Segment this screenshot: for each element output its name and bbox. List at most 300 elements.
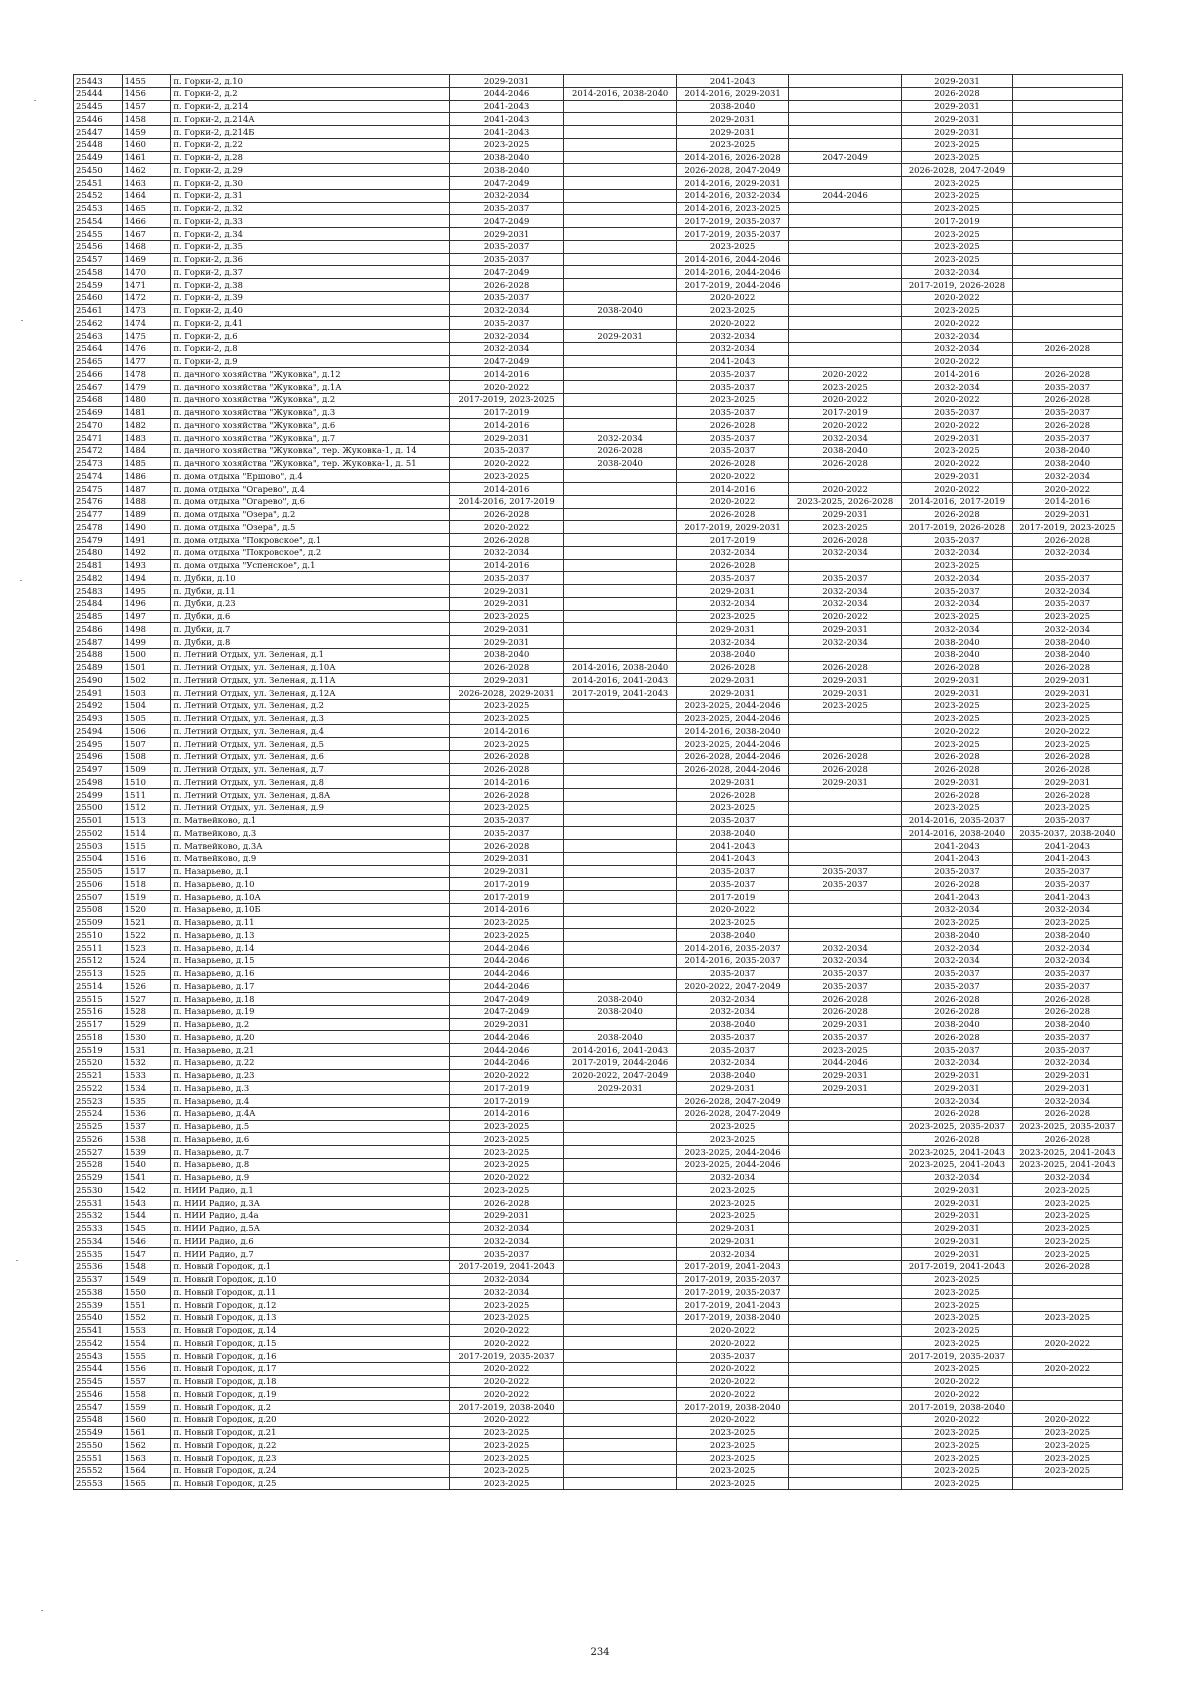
- year-range-cell: 2014-2016: [902, 368, 1012, 381]
- year-range-cell: 2026-2028: [1012, 789, 1122, 802]
- year-range-cell: [1012, 355, 1122, 368]
- address-cell: п. Летний Отдых, ул. Зеленая, д.10А: [171, 661, 450, 674]
- row-index-cell: 25472: [74, 444, 123, 457]
- row-index-cell: 25468: [74, 393, 123, 406]
- year-range-cell: 2026-2028, 2047-2049: [677, 1095, 788, 1108]
- year-range-cell: 2032-2034: [902, 623, 1012, 636]
- year-range-cell: 2023-2025: [902, 699, 1012, 712]
- address-cell: п. дачного хозяйства "Жуковка", д.12: [171, 368, 450, 381]
- year-range-cell: 2032-2034: [1012, 1095, 1122, 1108]
- year-range-cell: 2038-2040: [1012, 636, 1122, 649]
- table-row: [74, 406, 1123, 419]
- year-range-cell: 2026-2028: [677, 789, 788, 802]
- object-number-cell: 1518: [122, 878, 171, 891]
- year-range-cell: 2020-2022: [1012, 1337, 1122, 1350]
- table-row: [74, 1273, 1123, 1286]
- year-range-cell: 2032-2034: [450, 342, 564, 355]
- table-row: [74, 852, 1123, 865]
- object-number-cell: 1463: [122, 177, 171, 190]
- table-row: [74, 1120, 1123, 1133]
- address-cell: п. Летний Отдых, ул. Зеленая, д.3: [171, 712, 450, 725]
- year-range-cell: 2029-2031: [677, 1082, 788, 1095]
- year-range-cell: 2017-2019: [902, 215, 1012, 228]
- address-cell: п. Новый Городок, д.20: [171, 1413, 450, 1426]
- year-range-cell: 2044-2046: [450, 967, 564, 980]
- year-range-cell: 2023-2025: [677, 304, 788, 317]
- row-index-cell: 25454: [74, 215, 123, 228]
- year-range-cell: 2014-2016, 2041-2043: [563, 674, 677, 687]
- year-range-cell: 2017-2019, 2023-2025: [450, 393, 564, 406]
- year-range-cell: 2038-2040: [677, 1069, 788, 1082]
- year-range-cell: 2041-2043: [1012, 840, 1122, 853]
- year-range-cell: 2023-2025: [902, 712, 1012, 725]
- object-number-cell: 1465: [122, 202, 171, 215]
- address-cell: п. Назарьево, д.10А: [171, 891, 450, 904]
- year-range-cell: 2020-2022: [902, 725, 1012, 738]
- year-range-cell: 2020-2022: [1012, 483, 1122, 496]
- year-range-cell: 2032-2034: [902, 381, 1012, 394]
- year-range-cell: 2047-2049: [450, 177, 564, 190]
- year-range-cell: 2023-2025: [450, 699, 564, 712]
- year-range-cell: 2020-2022: [788, 393, 902, 406]
- object-number-cell: 1488: [122, 495, 171, 508]
- address-cell: п. Летний Отдых, ул. Зеленая, д.8: [171, 776, 450, 789]
- year-range-cell: 2017-2019: [450, 1082, 564, 1095]
- object-number-cell: 1482: [122, 419, 171, 432]
- year-range-cell: [563, 495, 677, 508]
- year-range-cell: 2038-2040: [563, 1005, 677, 1018]
- year-range-cell: 2029-2031: [902, 470, 1012, 483]
- year-range-cell: 2026-2028: [1012, 993, 1122, 1006]
- row-index-cell: 25507: [74, 891, 123, 904]
- address-cell: п. Новый Городок, д.17: [171, 1362, 450, 1375]
- object-number-cell: 1507: [122, 738, 171, 751]
- row-index-cell: 25516: [74, 1005, 123, 1018]
- row-index-cell: 25452: [74, 189, 123, 202]
- row-index-cell: 25499: [74, 789, 123, 802]
- year-range-cell: 2023-2025: [902, 1464, 1012, 1477]
- year-range-cell: 2035-2037: [1012, 381, 1122, 394]
- row-index-cell: 25446: [74, 113, 123, 126]
- object-number-cell: 1480: [122, 393, 171, 406]
- object-number-cell: 1522: [122, 929, 171, 942]
- year-range-cell: [563, 521, 677, 534]
- year-range-cell: [1012, 87, 1122, 100]
- year-range-cell: [563, 1401, 677, 1414]
- address-cell: п. Матвейково, д.9: [171, 852, 450, 865]
- year-range-cell: 2020-2022: [450, 1413, 564, 1426]
- year-range-cell: 2020-2022: [788, 419, 902, 432]
- address-cell: п. Дубки, д.7: [171, 623, 450, 636]
- year-range-cell: 2023-2025: [902, 240, 1012, 253]
- object-number-cell: 1483: [122, 432, 171, 445]
- year-range-cell: [788, 1311, 902, 1324]
- year-range-cell: 2020-2022: [677, 903, 788, 916]
- table-row: [74, 1056, 1123, 1069]
- table-row: [74, 1413, 1123, 1426]
- year-range-cell: 2032-2034: [677, 342, 788, 355]
- address-cell: п. Горки-2, д.40: [171, 304, 450, 317]
- year-range-cell: [563, 1273, 677, 1286]
- row-index-cell: 25464: [74, 342, 123, 355]
- object-number-cell: 1471: [122, 279, 171, 292]
- year-range-cell: [563, 1452, 677, 1465]
- row-index-cell: 25500: [74, 801, 123, 814]
- year-range-cell: 2020-2022: [450, 1069, 564, 1082]
- address-cell: п. Новый Городок, д.10: [171, 1273, 450, 1286]
- row-index-cell: 25489: [74, 661, 123, 674]
- row-index-cell: 25457: [74, 253, 123, 266]
- year-range-cell: 2023-2025: [1012, 916, 1122, 929]
- object-number-cell: 1484: [122, 444, 171, 457]
- table-row: [74, 151, 1123, 164]
- table-row: [74, 674, 1123, 687]
- year-range-cell: 2023-2025: [902, 1439, 1012, 1452]
- object-number-cell: 1555: [122, 1350, 171, 1363]
- year-range-cell: 2029-2031: [788, 776, 902, 789]
- year-range-cell: [1012, 1388, 1122, 1401]
- address-cell: п. Новый Городок, д.2: [171, 1401, 450, 1414]
- year-range-cell: 2023-2025: [450, 470, 564, 483]
- row-index-cell: 25542: [74, 1337, 123, 1350]
- table-row: [74, 126, 1123, 139]
- year-range-cell: [563, 368, 677, 381]
- year-range-cell: 2029-2031: [450, 865, 564, 878]
- year-range-cell: 2029-2031: [902, 776, 1012, 789]
- year-range-cell: 2014-2016: [677, 483, 788, 496]
- year-range-cell: 2026-2028: [1012, 342, 1122, 355]
- table-row: [74, 253, 1123, 266]
- year-range-cell: 2038-2040: [563, 1031, 677, 1044]
- object-number-cell: 1508: [122, 750, 171, 763]
- year-range-cell: [788, 202, 902, 215]
- row-index-cell: 25470: [74, 419, 123, 432]
- year-range-cell: 2038-2040: [1012, 1018, 1122, 1031]
- year-range-cell: [563, 1477, 677, 1490]
- row-index-cell: 25534: [74, 1235, 123, 1248]
- row-index-cell: 25548: [74, 1413, 123, 1426]
- year-range-cell: [1012, 1324, 1122, 1337]
- object-number-cell: 1514: [122, 827, 171, 840]
- address-cell: п. Горки-2, д.34: [171, 228, 450, 241]
- table-row: [74, 954, 1123, 967]
- year-range-cell: 2017-2019, 2026-2028: [902, 521, 1012, 534]
- year-range-cell: 2029-2031: [677, 674, 788, 687]
- year-range-cell: 2023-2025: [450, 1477, 564, 1490]
- table-row: [74, 1158, 1123, 1171]
- table-row: [74, 699, 1123, 712]
- row-index-cell: 25533: [74, 1222, 123, 1235]
- address-cell: п. Назарьево, д.7: [171, 1146, 450, 1159]
- year-range-cell: 2035-2037: [677, 967, 788, 980]
- year-range-cell: [1012, 100, 1122, 113]
- year-range-cell: [563, 597, 677, 610]
- year-range-cell: [563, 1324, 677, 1337]
- year-range-cell: 2020-2022: [450, 457, 564, 470]
- address-cell: п. НИИ Радио, д.4а: [171, 1209, 450, 1222]
- year-range-cell: 2029-2031: [788, 674, 902, 687]
- year-range-cell: 2047-2049: [788, 151, 902, 164]
- year-range-cell: 2017-2019, 2026-2028: [902, 279, 1012, 292]
- year-range-cell: [788, 240, 902, 253]
- object-number-cell: 1526: [122, 980, 171, 993]
- address-cell: п. Новый Городок, д.14: [171, 1324, 450, 1337]
- year-range-cell: [563, 534, 677, 547]
- year-range-cell: 2035-2037: [788, 878, 902, 891]
- row-index-cell: 25481: [74, 559, 123, 572]
- year-range-cell: 2035-2037: [677, 865, 788, 878]
- year-range-cell: 2035-2037: [677, 878, 788, 891]
- year-range-cell: 2035-2037: [1012, 1044, 1122, 1057]
- year-range-cell: [788, 648, 902, 661]
- year-range-cell: 2023-2025: [902, 1286, 1012, 1299]
- year-range-cell: 2017-2019, 2035-2037: [677, 215, 788, 228]
- year-range-cell: 2023-2025: [677, 1477, 788, 1490]
- year-range-cell: 2035-2037: [450, 202, 564, 215]
- year-range-cell: 2032-2034: [902, 342, 1012, 355]
- table-row: [74, 534, 1123, 547]
- year-range-cell: 2017-2019: [788, 406, 902, 419]
- row-index-cell: 25449: [74, 151, 123, 164]
- object-number-cell: 1495: [122, 585, 171, 598]
- year-range-cell: [788, 916, 902, 929]
- year-range-cell: 2020-2022: [788, 368, 902, 381]
- year-range-cell: 2023-2025: [902, 916, 1012, 929]
- row-index-cell: 25458: [74, 266, 123, 279]
- year-range-cell: [563, 342, 677, 355]
- table-row: [74, 559, 1123, 572]
- year-range-cell: [1012, 1286, 1122, 1299]
- year-range-cell: 2023-2025: [450, 929, 564, 942]
- year-range-cell: 2023-2025: [788, 699, 902, 712]
- row-index-cell: 25474: [74, 470, 123, 483]
- year-range-cell: 2032-2034: [450, 1222, 564, 1235]
- year-range-cell: 2023-2025: [450, 1426, 564, 1439]
- table-row: [74, 597, 1123, 610]
- year-range-cell: 2014-2016, 2038-2040: [563, 661, 677, 674]
- year-range-cell: [563, 1260, 677, 1273]
- address-cell: п. Новый Городок, д.16: [171, 1350, 450, 1363]
- table-row: [74, 330, 1123, 343]
- year-range-cell: 2032-2034: [902, 942, 1012, 955]
- year-range-cell: 2029-2031: [677, 623, 788, 636]
- address-cell: п. Новый Городок, д.11: [171, 1286, 450, 1299]
- address-cell: п. НИИ Радио, д.5А: [171, 1222, 450, 1235]
- address-cell: п. Назарьево, д.18: [171, 993, 450, 1006]
- year-range-cell: 2032-2034: [450, 330, 564, 343]
- scan-mark: [34, 100, 36, 101]
- table-row: [74, 865, 1123, 878]
- row-index-cell: 25527: [74, 1146, 123, 1159]
- address-cell: п. Назарьево, д.17: [171, 980, 450, 993]
- year-range-cell: 2026-2028: [902, 789, 1012, 802]
- year-range-cell: 2023-2025: [450, 610, 564, 623]
- year-range-cell: 2023-2025: [677, 1426, 788, 1439]
- year-range-cell: 2026-2028: [788, 763, 902, 776]
- year-range-cell: 2044-2046: [450, 954, 564, 967]
- address-cell: п. дачного хозяйства "Жуковка", тер. Жуковка-1, д. 51: [171, 457, 450, 470]
- year-range-cell: [563, 865, 677, 878]
- year-range-cell: [788, 1171, 902, 1184]
- year-range-cell: [563, 546, 677, 559]
- object-number-cell: 1504: [122, 699, 171, 712]
- year-range-cell: [563, 1413, 677, 1426]
- year-range-cell: 2035-2037: [450, 253, 564, 266]
- year-range-cell: 2032-2034: [1012, 1171, 1122, 1184]
- table-row: [74, 687, 1123, 700]
- object-number-cell: 1490: [122, 521, 171, 534]
- year-range-cell: 2038-2040: [563, 304, 677, 317]
- year-range-cell: 2038-2040: [902, 636, 1012, 649]
- year-range-cell: 2023-2025: [1012, 1209, 1122, 1222]
- year-range-cell: [1012, 202, 1122, 215]
- year-range-cell: 2020-2022: [1012, 1413, 1122, 1426]
- year-range-cell: 2017-2019, 2038-2040: [677, 1311, 788, 1324]
- year-range-cell: 2020-2022: [902, 291, 1012, 304]
- year-range-cell: [563, 916, 677, 929]
- year-range-cell: 2020-2022: [677, 1375, 788, 1388]
- year-range-cell: 2029-2031: [902, 1069, 1012, 1082]
- year-range-cell: [563, 266, 677, 279]
- year-range-cell: 2029-2031: [1012, 1082, 1122, 1095]
- year-range-cell: 2035-2037: [1012, 572, 1122, 585]
- year-range-cell: 2026-2028: [902, 763, 1012, 776]
- year-range-cell: 2038-2040: [1012, 457, 1122, 470]
- object-number-cell: 1464: [122, 189, 171, 202]
- year-range-cell: 2035-2037: [677, 814, 788, 827]
- table-row: [74, 585, 1123, 598]
- year-range-cell: 2044-2046: [450, 1031, 564, 1044]
- year-range-cell: 2044-2046: [450, 1044, 564, 1057]
- year-range-cell: 2026-2028: [788, 534, 902, 547]
- object-number-cell: 1520: [122, 903, 171, 916]
- row-index-cell: 25467: [74, 381, 123, 394]
- year-range-cell: [788, 1350, 902, 1363]
- year-range-cell: [1012, 215, 1122, 228]
- table-row: [74, 138, 1123, 151]
- object-number-cell: 1515: [122, 840, 171, 853]
- year-range-cell: [788, 1273, 902, 1286]
- address-cell: п. Назарьево, д.3: [171, 1082, 450, 1095]
- year-range-cell: 2026-2028: [1012, 368, 1122, 381]
- row-index-cell: 25524: [74, 1107, 123, 1120]
- year-range-cell: [563, 1133, 677, 1146]
- year-range-cell: [788, 215, 902, 228]
- row-index-cell: 25444: [74, 87, 123, 100]
- object-number-cell: 1510: [122, 776, 171, 789]
- object-number-cell: 1456: [122, 87, 171, 100]
- year-range-cell: 2029-2031: [450, 432, 564, 445]
- year-range-cell: 2023-2025: [677, 240, 788, 253]
- year-range-cell: 2032-2034: [677, 597, 788, 610]
- object-number-cell: 1491: [122, 534, 171, 547]
- table-row: [74, 738, 1123, 751]
- object-number-cell: 1462: [122, 164, 171, 177]
- year-range-cell: 2038-2040: [902, 648, 1012, 661]
- year-range-cell: 2020-2022: [677, 317, 788, 330]
- year-range-cell: 2035-2037: [1012, 967, 1122, 980]
- table-row: [74, 444, 1123, 457]
- year-range-cell: 2035-2037: [677, 572, 788, 585]
- object-number-cell: 1546: [122, 1235, 171, 1248]
- year-range-cell: [1012, 1477, 1122, 1490]
- object-number-cell: 1499: [122, 636, 171, 649]
- year-range-cell: 2038-2040: [563, 457, 677, 470]
- year-range-cell: [788, 1299, 902, 1312]
- table-row: [74, 1248, 1123, 1261]
- year-range-cell: 2017-2019, 2041-2043: [563, 687, 677, 700]
- table-row: [74, 113, 1123, 126]
- year-range-cell: 2032-2034: [1012, 954, 1122, 967]
- year-range-cell: [1012, 279, 1122, 292]
- year-range-cell: 2032-2034: [450, 1273, 564, 1286]
- year-range-cell: 2023-2025: [677, 138, 788, 151]
- table-row: [74, 1362, 1123, 1375]
- table-row: [74, 1439, 1123, 1452]
- row-index-cell: 25476: [74, 495, 123, 508]
- year-range-cell: [1012, 1350, 1122, 1363]
- year-range-cell: 2023-2025: [902, 177, 1012, 190]
- year-range-cell: 2023-2025: [902, 559, 1012, 572]
- year-range-cell: [563, 725, 677, 738]
- year-range-cell: 2029-2031: [450, 1018, 564, 1031]
- address-cell: п. Горки-2, д.6: [171, 330, 450, 343]
- year-range-cell: 2029-2031: [450, 585, 564, 598]
- year-range-cell: 2038-2040: [450, 164, 564, 177]
- year-range-cell: 2032-2034: [677, 993, 788, 1006]
- year-range-cell: 2020-2022: [902, 419, 1012, 432]
- year-range-cell: 2014-2016, 2041-2043: [563, 1044, 677, 1057]
- year-range-cell: 2020-2022: [1012, 1362, 1122, 1375]
- year-range-cell: [788, 1184, 902, 1197]
- year-range-cell: 2041-2043: [677, 75, 788, 88]
- year-range-cell: 2017-2019, 2035-2037: [677, 1286, 788, 1299]
- year-range-cell: [563, 585, 677, 598]
- year-range-cell: 2029-2031: [902, 1248, 1012, 1261]
- year-range-cell: 2035-2037: [450, 827, 564, 840]
- year-range-cell: 2026-2028: [1012, 419, 1122, 432]
- year-range-cell: 2029-2031: [788, 1018, 902, 1031]
- table-row: [74, 1286, 1123, 1299]
- year-range-cell: 2023-2025: [902, 1299, 1012, 1312]
- year-range-cell: 2026-2028: [677, 559, 788, 572]
- year-range-cell: 2023-2025: [677, 393, 788, 406]
- year-range-cell: 2035-2037: [788, 572, 902, 585]
- year-range-cell: 2032-2034: [677, 330, 788, 343]
- year-range-cell: 2029-2031: [1012, 1069, 1122, 1082]
- year-range-cell: [788, 253, 902, 266]
- year-range-cell: 2020-2022: [450, 1362, 564, 1375]
- year-range-cell: 2014-2016, 2017-2019: [450, 495, 564, 508]
- year-range-cell: 2029-2031: [902, 1222, 1012, 1235]
- year-range-cell: [1012, 138, 1122, 151]
- year-range-cell: 2017-2019, 2044-2046: [563, 1056, 677, 1069]
- row-index-cell: 25549: [74, 1426, 123, 1439]
- year-range-cell: 2023-2025: [1012, 1197, 1122, 1210]
- object-number-cell: 1457: [122, 100, 171, 113]
- address-cell: п. НИИ Радио, д.6: [171, 1235, 450, 1248]
- object-number-cell: 1557: [122, 1375, 171, 1388]
- year-range-cell: 2017-2019: [450, 1095, 564, 1108]
- year-range-cell: 2014-2016, 2038-2040: [902, 827, 1012, 840]
- year-range-cell: 2023-2025: [1012, 1464, 1122, 1477]
- table-row: [74, 648, 1123, 661]
- year-range-cell: 2029-2031: [450, 228, 564, 241]
- year-range-cell: 2023-2025: [1012, 1311, 1122, 1324]
- year-range-cell: 2026-2028, 2047-2049: [677, 164, 788, 177]
- year-range-cell: 2023-2025, 2044-2046: [677, 1158, 788, 1171]
- year-range-cell: [563, 381, 677, 394]
